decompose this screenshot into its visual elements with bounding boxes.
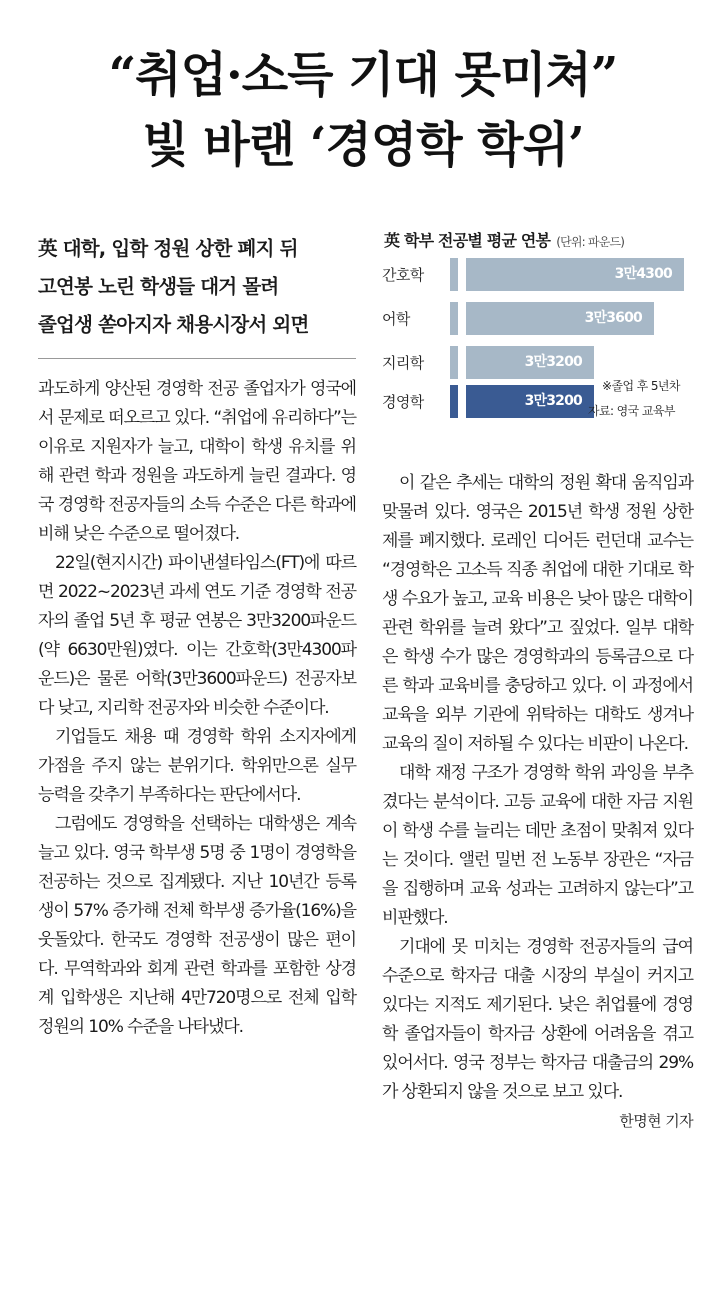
paragraph: 22일(현지시간) 파이낸셜타임스(FT)에 따르면 2022~2023년 과세 연도 기준 경영학 전공자의 졸업 5년 후 평균 연봉은 3만3200파운드(약 6630만원)였다. 이는 간호학(3만4300파운드)은 물론 어학(3만3600파운드) 전공자보다 낮고, 지리학 전공자와 비슷한 수준이다. <box>38 553 356 718</box>
chart-row <box>382 346 694 379</box>
bar: 3만4300 <box>466 258 684 291</box>
category-label: 간호학 <box>382 266 424 284</box>
chart-unit: (단위: 파운드) <box>556 235 625 249</box>
bar-stub <box>450 346 458 379</box>
byline: 한명현 기자 <box>619 1112 693 1130</box>
paragraph: 기업들도 채용 때 경영학 학위 소지자에게 가점을 주지 않는 분위기다. 학위만으론 실무 능력을 갖추기 부족하다는 판단에서다. <box>38 727 356 805</box>
bar: 3만3200 <box>466 346 594 379</box>
paragraph: 이 같은 추세는 대학의 정원 확대 움직임과 맞물려 있다. 영국은 2015년 학생 정원 상한제를 폐지했다. 로레인 디어든 런던대 교수는 “경영학은 고소득 직종 취업에 대한 기대로 학생 수요가 높고, 교육 비용은 낮아 많은 대학이 관련 학위를 늘려 왔다”고 짚었다. 일부 대학은 학생 수가 많은 경영학과의 등록금으로 다른 학과 교육비를 충당하고 있다. 이 과정에서 교육을 외부 기관에 위탁하는 대학도 생겨나 교육의 질이 저하될 수 있다는 비판이 나온다. <box>382 473 693 754</box>
paragraph <box>382 933 693 1130</box>
subheadline-divider <box>38 358 356 359</box>
chart-note: ※졸업 후 5년차 <box>602 379 680 393</box>
bar: 3만3600 <box>466 302 654 335</box>
headline-line-1: “취업·소득 기대 못미쳐” <box>108 47 618 103</box>
chart-row <box>382 258 694 291</box>
bar-stub <box>450 385 458 418</box>
category-label: 어학 <box>382 310 410 328</box>
bar: 3만3200 <box>466 385 594 418</box>
chart-title-text: 英 학부 전공별 평균 연봉 <box>384 231 551 250</box>
article-column-1 <box>38 375 356 1042</box>
chart-title <box>384 228 624 251</box>
headline-line-2: 빛 바랜 ‘경영학 학위’ <box>142 117 584 173</box>
category-label: 경영학 <box>382 393 424 411</box>
subheadline-line: 英 대학, 입학 정원 상한 폐지 뒤 <box>38 237 298 260</box>
chart-source: 자료: 영국 교육부 <box>588 404 675 418</box>
paragraph: 대학 재정 구조가 경영학 학위 과잉을 부추겼다는 분석이다. 고등 교육에 대한 자금 지원이 학생 수를 늘리는 데만 초점이 맞춰져 있다는 것이다. 앨런 밀번 전 노동부 장관은 “자금을 집행하며 교육 성과는 고려하지 않는다”고 비판했다. <box>382 763 693 928</box>
bar-stub <box>450 302 458 335</box>
salary-bar-chart <box>382 258 694 424</box>
paragraph-text: 기대에 못 미치는 경영학 전공자들의 급여 수준으로 학자금 대출 시장의 부실이 커지고 있다는 지적도 제기된다. 낮은 취업률에 경영학 졸업자들이 학자금 상환에 어려움을 겪고 있어서다. 영국 정부는 학자금 대출금의 29%가 상환되지 않을 것으로 보고 있다. <box>382 937 693 1102</box>
paragraph: 그럼에도 경영학을 선택하는 대학생은 계속 늘고 있다. 영국 학부생 5명 중 1명이 경영학을 전공하는 것으로 집계됐다. 지난 10년간 등록생이 57% 증가해 전체 학부생 증가율(16%)을 웃돌았다. 한국도 경영학 전공생이 많은 편이다. 무역학과와 회계 관련 학과를 포함한 상경계 입학생은 지난해 4만720명으로 전체 입학 정원의 10% 수준을 나타냈다. <box>38 814 356 1037</box>
article-column-2 <box>382 469 693 1136</box>
subheadline-line: 졸업생 쏟아지자 채용시장서 외면 <box>38 313 309 336</box>
subheadline <box>38 230 368 344</box>
paragraph: 과도하게 양산된 경영학 전공 졸업자가 영국에서 문제로 떠오르고 있다. “취업에 유리하다”는 이유로 지원자가 늘고, 대학이 학생 유치를 위해 관련 학과 정원을 과도하게 늘린 결과다. 영국 경영학 전공자들의 소득 수준은 다른 학과에 비해 낮은 수준으로 떨어졌다. <box>38 379 356 544</box>
category-label: 지리학 <box>382 354 424 372</box>
bar-stub <box>450 258 458 291</box>
chart-row <box>382 302 694 335</box>
subheadline-line: 고연봉 노린 학생들 대거 몰려 <box>38 275 279 298</box>
